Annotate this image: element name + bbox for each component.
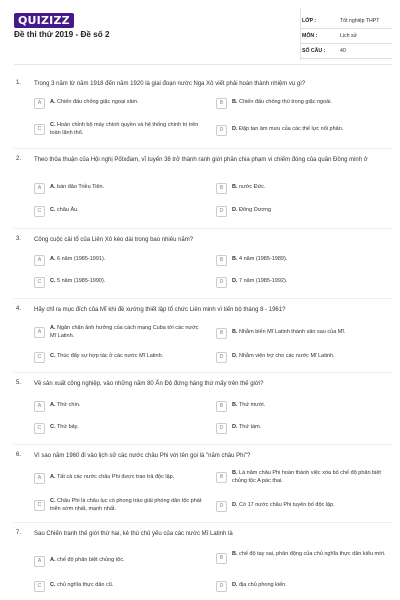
question-text: Hãy chỉ ra mục đích của Mĩ khi đề xướng thiết lập tổ chức Liên minh vì tiến bộ tháng 8 - 1961? (34, 307, 286, 313)
option-box: C (34, 206, 45, 217)
question-text: Trong 3 năm từ năm 1918 đến năm 1920 là giai đoạn nước Nga Xô viết phải hoàn thành nhiệm vụ gì? (34, 81, 306, 87)
option-box: C (34, 277, 45, 288)
option-box: A (34, 183, 45, 194)
option-letter: A. (50, 99, 56, 105)
option-text (50, 582, 206, 590)
meta-divider (300, 8, 301, 60)
option-box: B (216, 472, 227, 483)
meta-row-class (300, 14, 392, 29)
option-b[interactable] (216, 327, 392, 343)
meta-label: SỐ CÂU : (302, 48, 326, 54)
quizizz-logo: QUIZIZZ (14, 13, 74, 28)
option-letter: A. (50, 325, 56, 331)
meta-row-count (300, 44, 392, 59)
option-label: Thứ bảy. (56, 424, 79, 430)
option-label: bán đảo Triều Tiên. (57, 184, 105, 190)
meta-value: Lịch sử (340, 33, 358, 39)
option-label: chủ nghĩa thực dân cũ. (57, 582, 114, 588)
option-box: C (34, 581, 45, 592)
option-label: Nhằm biến Mĩ Latinh thành sân sau của Mĩ. (239, 329, 346, 335)
option-letter: D. (232, 207, 238, 213)
question-divider (14, 522, 392, 523)
question-text: Về sản xuất công nghiệp, vào những năm 80 Ấn Độ đứng hàng thứ mấy trên thế giới? (34, 381, 264, 387)
option-a[interactable] (34, 323, 210, 345)
option-text (232, 329, 388, 337)
option-text (50, 353, 206, 361)
question-number: 6. (16, 452, 22, 458)
option-box: C (34, 352, 45, 363)
option-b[interactable] (216, 254, 392, 270)
option-box: C (34, 124, 45, 135)
option-box: B (216, 183, 227, 194)
question-divider (14, 444, 392, 445)
option-label: Châu Phi là châu lục có phong trào giải phóng dân tộc phát triển sớm nhất, mạnh nhất. (50, 498, 202, 512)
option-b[interactable] (216, 182, 392, 198)
option-letter: D. (232, 582, 238, 588)
option-letter: C. (50, 424, 56, 430)
option-d[interactable] (216, 580, 392, 596)
option-letter: B. (232, 256, 238, 262)
option-d[interactable] (216, 276, 392, 292)
option-c[interactable] (34, 422, 210, 438)
option-label: Hoàn chỉnh bộ máy chính quyền và hệ thống chính trị trên toàn lãnh thổ. (50, 122, 199, 136)
option-letter: C. (50, 353, 56, 359)
question-text: Sau Chiến tranh thế giới thứ hai, kẻ thù chủ yếu của các nước Mĩ Latinh là (34, 531, 233, 537)
option-text (50, 256, 206, 264)
option-letter: C. (50, 207, 56, 213)
option-d[interactable] (216, 422, 392, 438)
option-a[interactable] (34, 400, 210, 416)
worksheet-header (0, 0, 400, 64)
option-box: D (216, 352, 227, 363)
option-text (50, 424, 206, 432)
option-letter: C. (50, 582, 56, 588)
option-label: 7 năm (1985-1992). (239, 278, 288, 284)
option-letter: A. (50, 184, 56, 190)
option-c[interactable] (34, 351, 210, 367)
option-a[interactable] (34, 555, 210, 571)
worksheet-meta (300, 14, 392, 59)
option-letter: D. (232, 353, 238, 359)
option-text (50, 122, 206, 137)
option-text (50, 325, 206, 340)
option-letter: D. (232, 278, 238, 284)
question-number: 7. (16, 530, 22, 536)
option-text (232, 470, 388, 485)
option-c[interactable] (34, 120, 210, 142)
option-text (232, 126, 388, 134)
option-label: Thứ chín. (56, 402, 81, 408)
option-b[interactable] (216, 97, 392, 113)
option-text (232, 353, 388, 361)
option-c[interactable] (34, 276, 210, 292)
option-label: 5 năm (1985-1990). (57, 278, 106, 284)
question-number: 5. (16, 380, 22, 386)
option-label: 6 năm (1985-1991). (57, 256, 106, 262)
option-box: D (216, 581, 227, 592)
option-label: Có 17 nước châu Phi tuyên bố độc lập. (239, 502, 335, 508)
option-label: Là năm châu Phi hoàn thành việc xóa bỏ chế độ phân biệt chủng tộc A pác thai. (232, 470, 381, 484)
option-letter: B. (232, 99, 238, 105)
option-box: A (34, 473, 45, 484)
option-box: A (34, 401, 45, 412)
question-divider (14, 148, 392, 149)
option-box: D (216, 501, 227, 512)
option-label: nước Đức. (239, 184, 266, 190)
question-number: 3. (16, 236, 22, 242)
option-text (232, 207, 388, 215)
option-text (50, 184, 206, 192)
option-d[interactable] (216, 205, 392, 221)
option-label: 4 năm (1985-1989). (239, 256, 288, 262)
option-box: B (216, 328, 227, 339)
option-letter: D. (232, 126, 238, 132)
option-box: B (216, 401, 227, 412)
option-c[interactable] (34, 580, 210, 596)
option-text (232, 502, 388, 510)
option-text (50, 99, 206, 107)
meta-label: LỚP : (302, 18, 317, 24)
option-box: B (216, 98, 227, 109)
option-text (232, 256, 388, 264)
option-label: Đông Dương (239, 207, 272, 213)
option-text (232, 402, 388, 410)
option-label: Ngăn chặn ảnh hưởng của cách mạng Cuba tới các nước Mĩ Latinh. (50, 325, 199, 339)
worksheet-title: Đề thi thử 2019 - Đề số 2 (14, 30, 110, 39)
option-text (232, 99, 388, 107)
option-text (232, 184, 388, 192)
option-text (50, 474, 206, 482)
option-d[interactable] (216, 124, 392, 140)
header-divider (14, 64, 392, 65)
option-box: A (34, 98, 45, 109)
option-label: địa chủ phong kiến. (239, 582, 287, 588)
option-label: Chiến đấu chống thù trong giặc ngoài. (239, 99, 332, 105)
question-divider (14, 298, 392, 299)
option-label: Nhằm viện trợ cho các nước Mĩ Latinh. (239, 353, 335, 359)
question-number: 2. (16, 156, 22, 162)
option-letter: C. (50, 122, 56, 128)
option-letter: D. (232, 424, 238, 430)
option-box: B (216, 553, 227, 564)
option-label: chế độ phân biệt chủng tộc. (57, 557, 125, 563)
meta-label: MÔN : (302, 33, 318, 39)
question-text: Công cuộc cải tổ của Liên Xô kéo dài trong bao nhiêu năm? (34, 237, 194, 243)
meta-row-subject (300, 29, 392, 44)
option-box: B (216, 255, 227, 266)
option-letter: A. (50, 402, 56, 408)
option-text (232, 424, 388, 432)
question-number: 4. (16, 306, 22, 312)
option-letter: B. (232, 402, 238, 408)
option-text (232, 582, 388, 590)
question-text: Vì sao năm 1960 đi vào lịch sử các nước châu Phi với tên gọi là "năm châu Phi"? (34, 453, 251, 459)
option-box: A (34, 255, 45, 266)
option-b[interactable] (216, 400, 392, 416)
option-letter: A. (50, 256, 56, 262)
option-a[interactable] (34, 97, 210, 113)
option-text (50, 207, 206, 215)
option-letter: B. (232, 329, 238, 335)
option-label: Thứ tám. (238, 424, 262, 430)
question-divider (14, 372, 392, 373)
option-letter: A. (50, 557, 56, 563)
option-letter: D. (232, 502, 238, 508)
option-box: A (34, 556, 45, 567)
meta-value: 40 (340, 48, 346, 54)
option-box: D (216, 423, 227, 434)
option-b[interactable] (216, 549, 392, 571)
option-box: C (34, 500, 45, 511)
option-letter: C. (50, 498, 56, 504)
option-box: D (216, 206, 227, 217)
option-box: C (34, 423, 45, 434)
option-a[interactable] (34, 472, 210, 488)
question-text: Theo thỏa thuận của Hội nghị Pốtxđam, vĩ tuyến 38 trở thành ranh giới phân chia phạm vi chiếm đóng của quân Đồng minh ở (34, 157, 368, 163)
option-box: D (216, 277, 227, 288)
option-text (50, 402, 206, 410)
option-d[interactable] (216, 500, 392, 516)
option-b[interactable] (216, 468, 392, 490)
option-text (232, 278, 388, 286)
option-box: A (34, 327, 45, 338)
option-text (50, 498, 206, 513)
option-letter: C. (50, 278, 56, 284)
option-letter: B. (232, 470, 238, 476)
question-divider (14, 228, 392, 229)
option-label: Thứ mười. (238, 402, 266, 408)
option-label: Chiến đấu chống giặc ngoại xâm. (57, 99, 139, 105)
option-text (232, 551, 388, 559)
option-a[interactable] (34, 182, 210, 198)
option-letter: B. (232, 184, 238, 190)
option-c[interactable] (34, 496, 210, 518)
option-text (50, 557, 206, 565)
meta-value: Tốt nghiệp THPT (340, 18, 380, 24)
option-label: châu Âu. (57, 207, 79, 213)
option-c[interactable] (34, 205, 210, 221)
option-box: D (216, 125, 227, 136)
option-text (50, 278, 206, 286)
option-letter: B. (232, 551, 238, 557)
option-label: Tất cả các nước châu Phi được trao trả độc lập. (56, 474, 175, 480)
option-d[interactable] (216, 351, 392, 367)
question-number: 1. (16, 80, 22, 86)
option-label: Đập tan âm mưu của các thế lực nổi phản. (239, 126, 344, 132)
option-label: Thúc đẩy sự hợp tác ở các nước Mĩ Latinh. (56, 353, 164, 359)
option-label: chế độ tay sai, phản động của chủ nghĩa thực dân kiểu mới. (239, 551, 386, 557)
option-letter: A. (50, 474, 56, 480)
option-a[interactable] (34, 254, 210, 270)
